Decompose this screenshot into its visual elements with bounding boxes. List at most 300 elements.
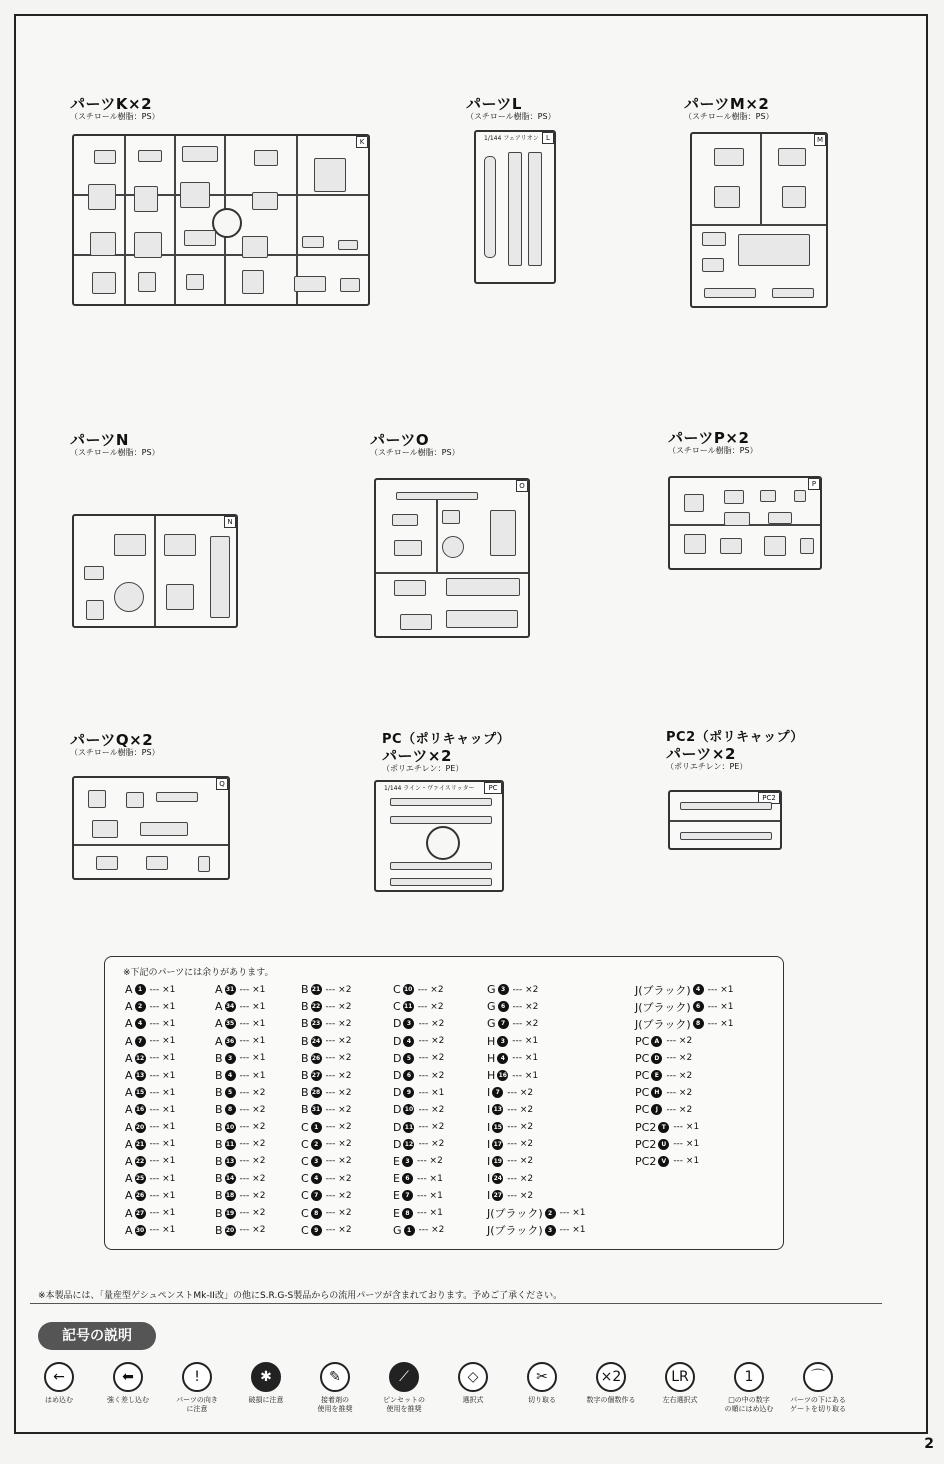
spare-row <box>301 1033 352 1050</box>
spare-row <box>635 998 733 1015</box>
spare-group: G <box>393 1223 402 1237</box>
legend-caption: 切り取る <box>528 1396 556 1404</box>
spare-group: PC <box>635 1086 650 1100</box>
spare-group: C <box>393 1000 401 1014</box>
spare-group: J(ブラック) <box>635 983 691 997</box>
spare-part-number: V <box>658 1156 669 1167</box>
spare-heading: ※下記のパーツには余りがあります。 <box>123 968 274 978</box>
section-sub: （スチロール樹脂：PS） <box>70 748 160 757</box>
spare-group: I <box>487 1120 491 1134</box>
spare-quantity: --- ×2 <box>666 1036 693 1047</box>
spare-quantity: --- ×2 <box>239 1139 266 1150</box>
spare-quantity: --- ×1 <box>512 1036 539 1047</box>
spare-row <box>635 1084 733 1101</box>
spare-part-number: 6 <box>402 1173 413 1184</box>
spare-quantity: --- ×1 <box>559 1225 586 1236</box>
spare-part-number: 8 <box>225 1104 236 1115</box>
spare-group: D <box>393 1120 402 1134</box>
legend-item <box>300 1362 370 1414</box>
spare-row <box>635 1119 733 1136</box>
spare-quantity: --- ×1 <box>416 1173 443 1184</box>
spare-group: H <box>487 1051 496 1065</box>
spare-quantity: --- ×1 <box>239 1001 266 1012</box>
spare-quantity: --- ×2 <box>418 1036 445 1047</box>
spare-row <box>125 1187 175 1204</box>
gate-cut-icon: ⌒ <box>803 1362 833 1392</box>
tweezers-icon: ⟋ <box>389 1362 419 1392</box>
spare-quantity: --- ×2 <box>325 1036 352 1047</box>
spare-group: PC2 <box>635 1154 657 1168</box>
spare-part-number: 6 <box>403 1070 414 1081</box>
spare-row <box>215 998 265 1015</box>
spare-group: G <box>487 1000 496 1014</box>
spare-part-number: 2 <box>135 1001 146 1012</box>
spare-row <box>301 1204 352 1221</box>
spare-group: C <box>301 1223 309 1237</box>
spare-column <box>393 981 444 1239</box>
spare-row <box>393 1050 444 1067</box>
spare-group: B <box>301 1017 309 1031</box>
spare-part-number: 7 <box>311 1190 322 1201</box>
spare-row <box>487 1170 585 1187</box>
section-title-2: パーツ×2 <box>382 747 452 765</box>
spare-quantity: --- ×1 <box>149 1104 176 1115</box>
spare-quantity: --- ×2 <box>325 1208 352 1219</box>
runner-tag: P <box>808 478 820 490</box>
spare-group: C <box>301 1137 309 1151</box>
spare-row <box>487 1153 585 1170</box>
section-title: パーツO <box>370 431 430 449</box>
divider <box>30 1303 882 1304</box>
spare-row <box>215 1136 265 1153</box>
spare-row <box>215 1119 265 1136</box>
section-title: パーツK×2 <box>70 95 153 113</box>
spare-quantity: --- ×2 <box>507 1122 534 1133</box>
spare-group: B <box>301 1103 309 1117</box>
legend-caption: パーツの向き に注意 <box>176 1396 218 1413</box>
spare-part-number: D <box>651 1053 662 1064</box>
spare-group: A <box>125 1000 133 1014</box>
spare-part-number: 3 <box>545 1225 556 1236</box>
runner-l <box>474 130 556 284</box>
spare-row <box>301 1136 352 1153</box>
spare-group: E <box>393 1189 400 1203</box>
spare-row <box>125 1170 175 1187</box>
spare-part-number: 35 <box>225 1020 235 1028</box>
spare-quantity: --- ×1 <box>149 1053 176 1064</box>
legend-item <box>576 1362 646 1405</box>
spare-group: A <box>215 1000 223 1014</box>
spare-group: A <box>125 1034 133 1048</box>
notice-text: ※本製品には、「量産型ゲシュペンストMk-II改」の他にS.R.G-S製品からの流用パーツが含まれております。予めご了承ください。 <box>38 1291 563 1301</box>
section-pc <box>382 732 510 774</box>
spare-group: B <box>215 1120 223 1134</box>
spare-row <box>393 1187 444 1204</box>
spare-row <box>215 1084 265 1101</box>
section-sub: （ポリエチレン：PE） <box>666 762 748 771</box>
legend-caption: 接着剤の 使用を推奨 <box>317 1396 353 1413</box>
spare-row <box>393 1204 444 1221</box>
spare-group: A <box>125 1017 133 1031</box>
runner-o <box>374 478 530 638</box>
spare-row <box>487 998 585 1015</box>
runner-tag: Q <box>216 778 228 790</box>
legend-caption: 強く差し込む <box>107 1396 149 1404</box>
spare-part-number: 5 <box>225 1087 236 1098</box>
spare-group: B <box>301 1051 309 1065</box>
spare-quantity: --- ×1 <box>149 1087 176 1098</box>
spare-row <box>125 1067 175 1084</box>
spare-quantity: --- ×2 <box>325 1225 352 1236</box>
spare-part-number: 9 <box>311 1225 322 1236</box>
spare-quantity: --- ×2 <box>507 1190 534 1201</box>
spare-row <box>487 1033 585 1050</box>
spare-group: I <box>487 1103 491 1117</box>
section-pc2 <box>666 730 804 772</box>
legend-caption: 破損に注意 <box>248 1396 284 1404</box>
spare-row <box>301 1222 352 1239</box>
order-icon: 1 <box>734 1362 764 1392</box>
legend-item <box>93 1362 163 1405</box>
section-title: パーツL <box>466 95 522 113</box>
spare-group: I <box>487 1086 491 1100</box>
runner-tag: PC2 <box>758 792 780 804</box>
spare-quantity: --- ×2 <box>666 1104 693 1115</box>
section-m <box>684 96 774 122</box>
spare-quantity: --- ×2 <box>239 1156 266 1167</box>
spare-group: H <box>487 1034 496 1048</box>
spare-group: D <box>393 1137 402 1151</box>
section-sub: （スチロール樹脂：PS） <box>668 446 758 455</box>
spare-part-number: 12 <box>135 1054 145 1062</box>
spare-part-number: 2 <box>545 1208 556 1219</box>
spare-quantity: --- ×2 <box>325 1122 352 1133</box>
spare-part-number: 3 <box>497 1036 508 1047</box>
spare-group: B <box>301 1086 309 1100</box>
spare-group: B <box>301 1000 309 1014</box>
spare-part-number: 12 <box>404 1140 414 1148</box>
spare-row <box>635 1015 733 1032</box>
spare-quantity: --- ×2 <box>417 984 444 995</box>
spare-group: A <box>215 983 223 997</box>
spare-group: PC2 <box>635 1137 657 1151</box>
spare-row <box>487 1050 585 1067</box>
multiply-icon: ×2 <box>596 1362 626 1392</box>
spare-part-number: A <box>651 1036 662 1047</box>
spare-part-number: 3 <box>311 1156 322 1167</box>
legend-caption: 選択式 <box>462 1396 484 1404</box>
spare-quantity: --- ×2 <box>512 1018 539 1029</box>
spare-quantity: --- ×2 <box>418 1053 445 1064</box>
spare-row <box>301 1050 352 1067</box>
runner-tag: O <box>516 480 528 492</box>
spare-group: C <box>301 1172 309 1186</box>
section-title: PC2（ポリキャップ） <box>666 730 804 745</box>
spare-row <box>393 1170 444 1187</box>
spare-group: B <box>215 1154 223 1168</box>
spare-quantity: --- ×2 <box>325 1190 352 1201</box>
spare-part-number: 15 <box>493 1123 502 1131</box>
spare-part-number: 7 <box>492 1087 503 1098</box>
spare-row <box>393 1084 444 1101</box>
spare-part-number: 3 <box>403 1018 414 1029</box>
spare-row <box>393 1067 444 1084</box>
spare-row <box>487 1015 585 1032</box>
spare-part-number: 10 <box>225 1123 235 1131</box>
spare-quantity: --- ×2 <box>325 1139 352 1150</box>
spare-quantity: --- ×2 <box>666 1070 693 1081</box>
spare-group: A <box>125 1189 133 1203</box>
spare-quantity: --- ×2 <box>325 1001 352 1012</box>
spare-group: B <box>215 1137 223 1151</box>
spare-part-number: 24 <box>311 1037 321 1045</box>
spare-quantity: --- ×1 <box>239 1018 266 1029</box>
spare-row <box>215 1187 265 1204</box>
spare-part-number: 6 <box>693 1001 704 1012</box>
spare-quantity: --- ×1 <box>149 1070 176 1081</box>
spare-part-number: 4 <box>225 1070 236 1081</box>
spare-group: C <box>301 1120 309 1134</box>
spare-part-number: 30 <box>135 1226 145 1234</box>
section-p <box>668 430 758 456</box>
spare-column <box>301 981 352 1239</box>
spare-group: J(ブラック) <box>487 1207 543 1221</box>
spare-group: PC <box>635 1051 650 1065</box>
spare-group: D <box>393 1086 402 1100</box>
spare-group: B <box>215 1069 223 1083</box>
spare-row <box>125 981 175 998</box>
spare-quantity: --- ×2 <box>418 1122 445 1133</box>
spare-part-number: 21 <box>311 986 321 994</box>
spare-quantity: --- ×1 <box>707 1018 734 1029</box>
spare-quantity: --- ×2 <box>325 1070 352 1081</box>
spare-group: G <box>487 1017 496 1031</box>
spare-part-number: 15 <box>135 1089 145 1097</box>
spare-row <box>487 1187 585 1204</box>
spare-part-number: 9 <box>403 1087 414 1098</box>
spare-quantity: --- ×2 <box>507 1104 534 1115</box>
spare-row <box>393 1015 444 1032</box>
spare-part-number: 11 <box>404 1123 414 1131</box>
spare-quantity: --- ×2 <box>239 1173 266 1184</box>
spare-part-number: 7 <box>402 1190 413 1201</box>
legend-item <box>783 1362 853 1414</box>
legend-caption: ピンセットの 使用を推奨 <box>383 1396 425 1413</box>
spare-part-number: 23 <box>311 1020 321 1028</box>
spare-quantity: --- ×2 <box>418 1104 445 1115</box>
spare-quantity: --- ×1 <box>239 1053 266 1064</box>
spare-part-number: 8 <box>402 1208 413 1219</box>
spare-row <box>125 1153 175 1170</box>
runner-tag: L <box>542 132 554 144</box>
legend-item <box>438 1362 508 1405</box>
spare-group: B <box>215 1051 223 1065</box>
spare-group: B <box>301 1034 309 1048</box>
section-sub: （ポリエチレン：PE） <box>382 764 464 773</box>
spare-quantity: --- ×2 <box>666 1053 693 1064</box>
runner-label: 1/144 フェアリオン <box>484 135 539 142</box>
spare-row <box>125 1050 175 1067</box>
spare-part-number: 10 <box>404 1106 414 1114</box>
spare-group: D <box>393 1069 402 1083</box>
spare-quantity: --- ×2 <box>416 1156 443 1167</box>
spare-row <box>125 1136 175 1153</box>
spare-row <box>215 1153 265 1170</box>
section-sub: （スチロール樹脂：PS） <box>70 448 160 457</box>
spare-part-number: H <box>651 1087 662 1098</box>
spare-group: C <box>301 1154 309 1168</box>
spare-row <box>393 1101 444 1118</box>
spare-group: C <box>301 1189 309 1203</box>
spare-column <box>487 981 585 1239</box>
spare-group: PC <box>635 1034 650 1048</box>
spare-part-number: E <box>651 1070 662 1081</box>
spare-group: A <box>125 1086 133 1100</box>
spare-row <box>215 1101 265 1118</box>
spare-quantity: --- ×1 <box>149 1190 176 1201</box>
spare-quantity: --- ×2 <box>325 1053 352 1064</box>
spare-part-number: 4 <box>497 1053 508 1064</box>
spare-row <box>125 1101 175 1118</box>
spare-quantity: --- ×2 <box>418 1018 445 1029</box>
thick-arrow-icon: ⬅ <box>113 1362 143 1392</box>
legend-caption: はめ込む <box>45 1396 73 1404</box>
spare-part-number: 27 <box>493 1192 502 1200</box>
spare-row <box>215 1015 265 1032</box>
runner-tag: K <box>356 136 368 148</box>
spare-row <box>215 981 265 998</box>
legend-item <box>714 1362 784 1414</box>
spare-group: A <box>125 1120 133 1134</box>
spare-group: A <box>125 1069 133 1083</box>
spare-group: B <box>215 1223 223 1237</box>
spare-part-number: 18 <box>225 1192 235 1200</box>
section-sub: （スチロール樹脂：PS） <box>684 112 774 121</box>
spare-row <box>301 1101 352 1118</box>
spare-quantity: --- ×1 <box>149 1122 176 1133</box>
spare-group: A <box>125 1051 133 1065</box>
spare-row <box>487 1136 585 1153</box>
spare-group: B <box>215 1103 223 1117</box>
runner-q <box>72 776 230 880</box>
spare-row <box>487 981 585 998</box>
spare-group: D <box>393 1051 402 1065</box>
spare-part-number: U <box>658 1139 669 1150</box>
spare-quantity: --- ×2 <box>325 1104 352 1115</box>
spare-group: I <box>487 1172 491 1186</box>
spare-row <box>301 1187 352 1204</box>
spare-group: G <box>487 983 496 997</box>
arrow-left-icon: ← <box>44 1362 74 1392</box>
spare-group: I <box>487 1189 491 1203</box>
spare-row <box>125 1033 175 1050</box>
spare-row <box>393 981 444 998</box>
spare-quantity: --- ×1 <box>149 1139 176 1150</box>
cut-icon: ✂ <box>527 1362 557 1392</box>
spare-part-number: T <box>658 1122 669 1133</box>
section-title: パーツN <box>70 431 129 449</box>
legend-caption: □の中の数字 の順にはめ込む <box>724 1396 774 1413</box>
spare-part-number: 24 <box>493 1175 502 1183</box>
legend-title: 記号の説明 <box>38 1322 156 1350</box>
spare-group: J(ブラック) <box>487 1224 543 1238</box>
spare-quantity: --- ×1 <box>673 1139 700 1150</box>
spare-quantity: --- ×1 <box>416 1208 443 1219</box>
spare-part-number: 22 <box>135 1157 145 1165</box>
spare-row <box>125 1119 175 1136</box>
spare-row <box>393 998 444 1015</box>
glue-icon: ✎ <box>320 1362 350 1392</box>
spare-row <box>301 998 352 1015</box>
spare-quantity: --- ×2 <box>507 1156 534 1167</box>
spare-row <box>125 1015 175 1032</box>
spare-quantity: --- ×2 <box>325 1087 352 1098</box>
spare-row <box>487 1067 585 1084</box>
section-title: パーツM×2 <box>684 95 770 113</box>
spare-part-number: 13 <box>135 1072 145 1080</box>
legend-item <box>369 1362 439 1414</box>
spare-quantity: --- ×1 <box>149 1173 176 1184</box>
spare-quantity: --- ×2 <box>239 1087 266 1098</box>
spare-row <box>635 981 733 998</box>
spare-quantity: --- ×2 <box>325 1156 352 1167</box>
spare-group: PC2 <box>635 1120 657 1134</box>
spare-quantity: --- ×2 <box>507 1173 534 1184</box>
select-icon: ◇ <box>458 1362 488 1392</box>
spare-part-number: 4 <box>135 1018 146 1029</box>
spare-row <box>487 1222 585 1239</box>
spare-part-number: 7 <box>498 1018 509 1029</box>
spare-row <box>635 1101 733 1118</box>
spare-quantity: --- ×1 <box>512 1070 539 1081</box>
spare-part-number: 8 <box>311 1208 322 1219</box>
spare-part-number: 14 <box>225 1175 235 1183</box>
section-l <box>466 96 556 122</box>
runner-p <box>668 476 822 570</box>
spare-part-number: 4 <box>403 1036 414 1047</box>
spare-group: C <box>393 983 401 997</box>
spare-row <box>301 1067 352 1084</box>
spare-part-number: 20 <box>225 1226 235 1234</box>
spare-part-number: 19 <box>493 1157 502 1165</box>
spare-quantity: --- ×1 <box>707 1001 734 1012</box>
spare-row <box>215 1222 265 1239</box>
spare-quantity: --- ×2 <box>507 1139 534 1150</box>
spare-group: D <box>393 1034 402 1048</box>
spare-quantity: --- ×2 <box>418 1139 445 1150</box>
spare-part-number: 11 <box>404 1003 413 1011</box>
spare-row <box>393 1033 444 1050</box>
spare-row <box>125 1204 175 1221</box>
spare-quantity: --- ×1 <box>673 1122 700 1133</box>
spare-part-number: 36 <box>225 1037 235 1045</box>
section-sub: （スチロール樹脂：PS） <box>370 448 460 457</box>
left-right-icon: LR <box>665 1362 695 1392</box>
spare-row <box>301 1153 352 1170</box>
spare-part-number: 11 <box>225 1140 235 1148</box>
spare-row <box>393 1222 444 1239</box>
spare-part-number: 27 <box>135 1209 145 1217</box>
spare-quantity: --- ×1 <box>149 1156 176 1167</box>
spare-group: B <box>215 1172 223 1186</box>
spare-group: A <box>125 1223 133 1237</box>
spare-part-number: J <box>651 1104 662 1115</box>
spare-row <box>301 1015 352 1032</box>
spare-part-number: 6 <box>498 1001 509 1012</box>
spare-group: E <box>393 1154 400 1168</box>
spare-group: A <box>215 1034 223 1048</box>
spare-part-number: 27 <box>311 1072 321 1080</box>
